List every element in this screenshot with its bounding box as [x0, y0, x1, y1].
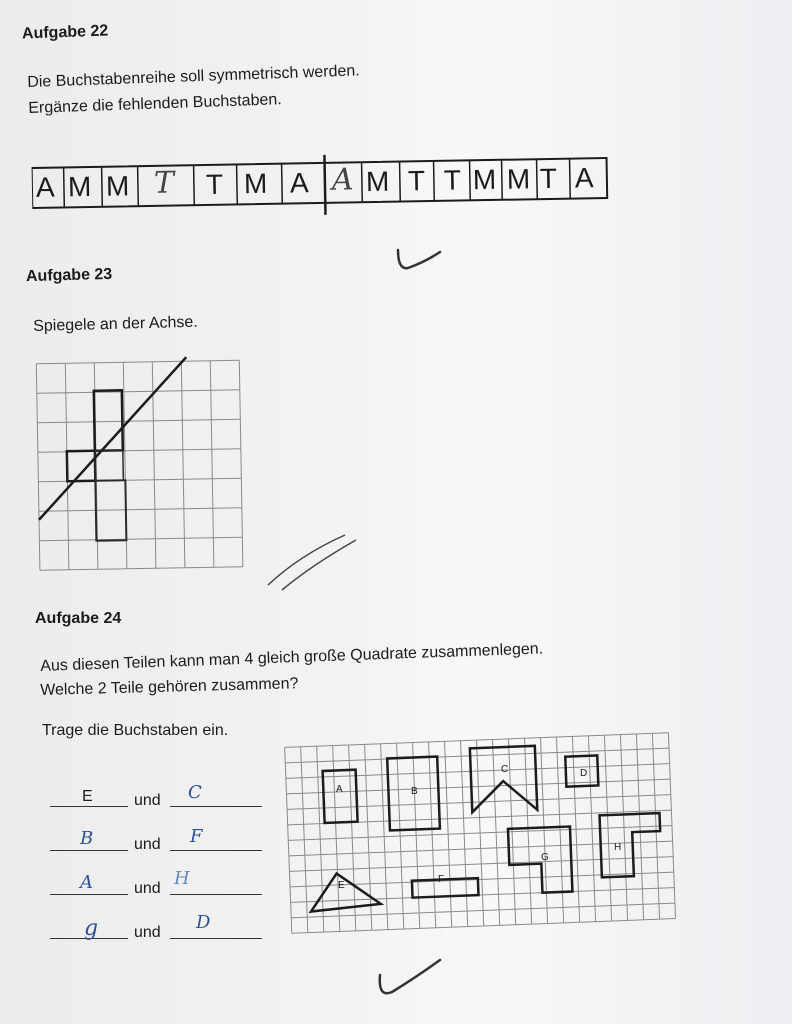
piece-label: C: [501, 764, 509, 775]
task23-heading: Aufgabe 23: [25, 265, 113, 286]
answer-left: A: [80, 872, 93, 893]
letter-cell: A: [289, 167, 309, 199]
piece-label: E: [338, 880, 345, 891]
task24-line2: Welche 2 Teile gehören zusammen?: [40, 675, 299, 699]
answer-right: F: [190, 826, 203, 847]
answer-left: E: [82, 788, 93, 805]
letter-cell: A: [35, 171, 55, 203]
letter-cell: T: [205, 168, 224, 200]
task22-heading: Aufgabe 22: [21, 22, 109, 43]
letter-cell: M: [67, 170, 92, 203]
letter-cell: M: [506, 163, 531, 195]
task22-line2: Ergänze die fehlenden Buchstaben.: [28, 91, 282, 117]
letter-cell: M: [365, 165, 390, 198]
letter-cell: T: [539, 162, 558, 195]
piece-a: [323, 770, 358, 823]
letter-cell: M: [105, 170, 130, 202]
task23-instruction: Spiegele an der Achse.: [33, 313, 198, 335]
piece-label: D: [580, 768, 588, 779]
task24-heading: Aufgabe 24: [35, 610, 122, 627]
letter-cell: T: [443, 164, 462, 196]
handwritten-letter: A: [331, 162, 354, 198]
handwritten-letter: T: [153, 165, 175, 201]
piece-label: A: [336, 784, 343, 795]
letter-cell: M: [243, 167, 268, 200]
und-label: und: [134, 836, 161, 853]
und-label: und: [134, 880, 161, 897]
answer-right: D: [196, 912, 211, 933]
piece-label: H: [614, 842, 622, 853]
und-label: und: [134, 792, 161, 809]
task24-line1: Aus diesen Teilen kann man 4 gleich große Quadrate zusammenlegen.: [40, 640, 544, 675]
answer-left: B: [80, 828, 94, 849]
answer-right: H: [174, 868, 190, 889]
task22-line1: Die Buchstabenreihe soll symmetrisch werden.: [27, 62, 360, 91]
piece-label: B: [411, 786, 418, 797]
piece-label: G: [541, 852, 549, 863]
piece-label: F: [438, 874, 445, 885]
letter-cell: M: [472, 163, 497, 196]
letter-cell: A: [574, 162, 594, 194]
answer-right: C: [188, 782, 202, 803]
task24-line3: Trage die Buchstaben ein.: [42, 722, 229, 739]
puzzle-grid-lines: [285, 733, 676, 934]
und-label: und: [134, 924, 161, 941]
answer-left: g: [84, 916, 99, 941]
letter-cell: T: [407, 165, 426, 197]
